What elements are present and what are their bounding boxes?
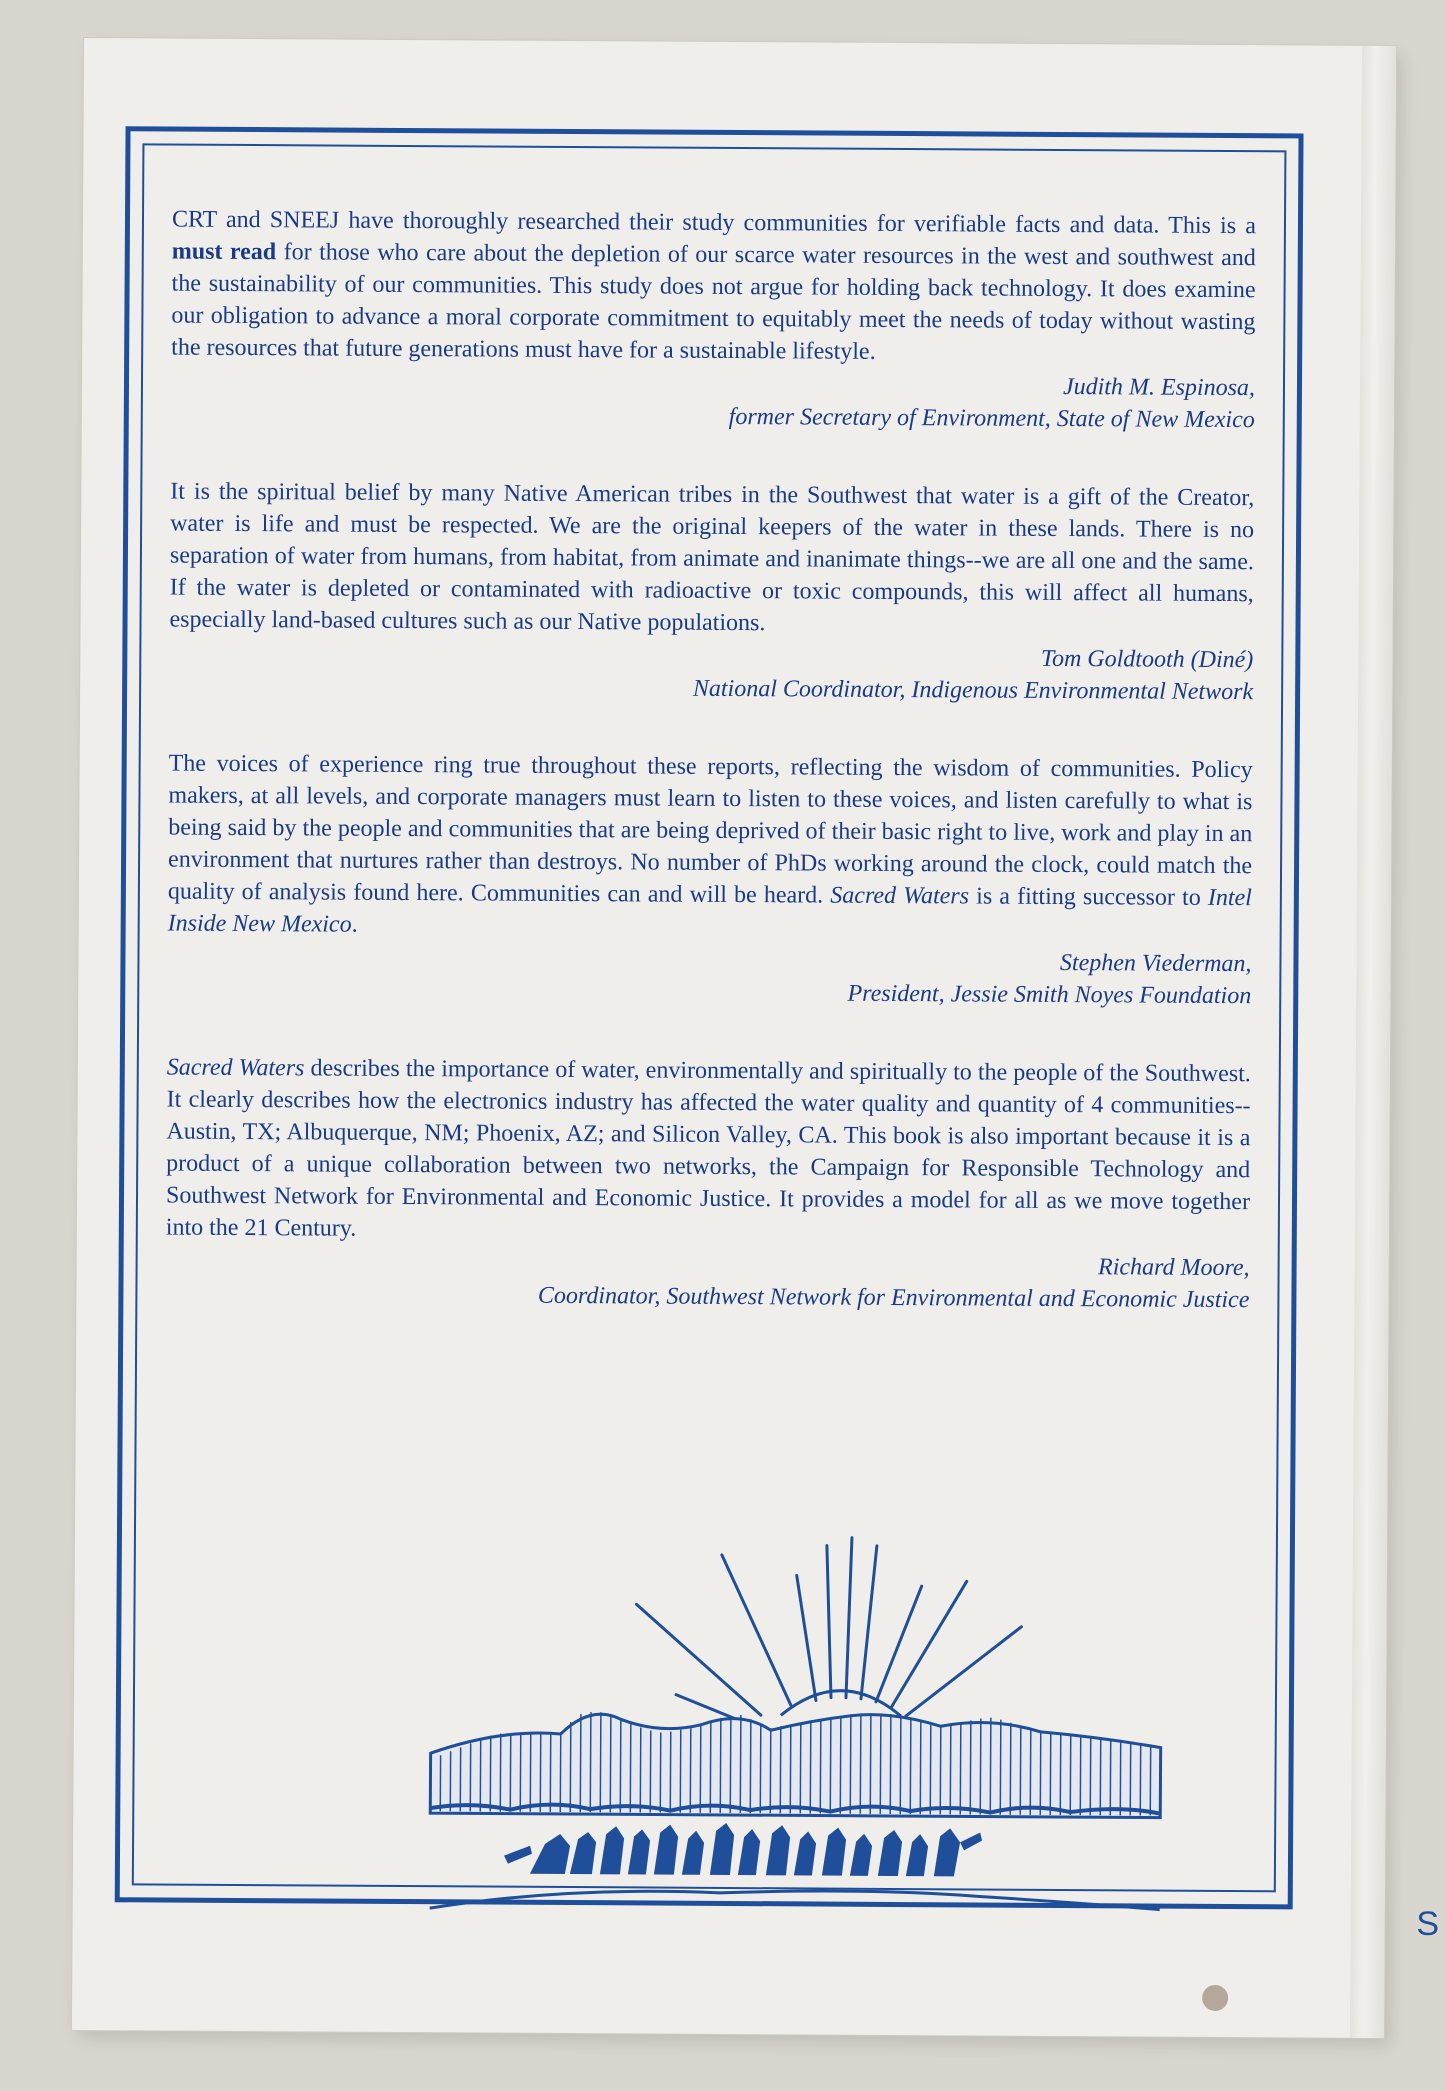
spine-letter: S	[1416, 1905, 1439, 1943]
attribution	[169, 638, 1253, 709]
endorsement-espinosa	[171, 204, 1256, 437]
quote-text	[166, 1052, 1251, 1251]
book-back-cover	[72, 38, 1396, 2038]
attribution-name: Judith M. Espinosa,	[1062, 373, 1256, 402]
quote-text-main: describes the importance of water, environmentally and spiritually to the people of the Southwest. It clearly describes how the electronics industry has affected the water quality and quantity of 4 communities--Austin, TX; Albuquerque, NM; Phoenix, AZ; and Silicon Valley, CA. This book is also important because it is a product of a unique collaboration between two networks, the Campaign for Responsible Technology and Southwest Network for Environmental and Economic Justice. It provides a model for all as we move together into the 21 Century.	[165, 1055, 1251, 1242]
sun-arc	[781, 1690, 901, 1716]
endorsement-moore	[165, 1052, 1251, 1317]
attribution-title: former Secretary of Environment, State of New Mexico	[728, 403, 1255, 434]
sun-rays	[636, 1536, 1022, 1726]
spine-edge	[1350, 46, 1396, 2038]
book-title: Sacred Waters	[166, 1054, 305, 1082]
book-title: Sacred Waters	[830, 882, 970, 910]
book-title: Intel Inside New Mexico	[167, 884, 1252, 938]
sunrise-mountains-illustration	[420, 1533, 1182, 1918]
quote-text-end: .	[351, 911, 358, 938]
attribution	[165, 1246, 1249, 1317]
paper-stain	[1202, 1985, 1228, 2011]
quote-text-tail: for those who care about the depletion of our scarce water resources in the west and southwest and the sustainability of our communities. This study does not argue for holding back technology. It does examine our obligation to advance a moral corporate commitment to equitably meet the needs of today without wasting the resources that future generations must have for a sustainable lifestyle.	[171, 239, 1256, 365]
attribution	[171, 366, 1255, 437]
double-border-frame	[115, 126, 1304, 1909]
endorsements	[165, 204, 1256, 1363]
quote-text-mid: is a fitting successor to	[968, 883, 1208, 911]
endorsement-viederman	[167, 748, 1253, 1013]
quote-emphasis: must read	[171, 238, 277, 266]
attribution-name: Stephen Viederman,	[1059, 949, 1252, 978]
attribution-name: Tom Goldtooth (Diné)	[1040, 645, 1254, 674]
attribution	[167, 942, 1251, 1013]
attribution-name: Richard Moore,	[1097, 1254, 1250, 1282]
attribution-title: Coordinator, Southwest Network for Environmental and Economic Justice	[537, 1282, 1250, 1314]
ground-line	[430, 1889, 1160, 1913]
quote-text-main: The voices of experience ring true throughout these reports, reflecting the wisdom of communities. Policy makers, at all levels, and corporate managers must learn to listen to these voices, and listen carefully to what is being said by the people and communities that are being deprived of their basic right to live, work and play in an environment that nurtures rather than destroys. No number of PhDs working around the clock, could match the quality of analysis found here. Communities can and will be heard.	[167, 750, 1253, 909]
people-figures	[504, 1822, 982, 1877]
endorsement-goldtooth	[169, 476, 1254, 709]
quote-text	[168, 748, 1253, 947]
quote-text: It is the spiritual belief by many Native American tribes in the Southwest that water is a gift of the Creator, water is life and must be respected. We are the original keepers of the water in these lands. There is no separation of water from humans, from habitat, from animate and inanimate things--we are all one and the same. If the water is depleted or contaminated with radioactive or toxic compounds, this will affect all humans, especially land-based cultures such as our Native populations.	[169, 478, 1255, 637]
quote-text-lead: CRT and SNEEJ have thoroughly researched their study communities for verifiable facts and data. This is a	[171, 206, 1257, 240]
quote-text	[171, 204, 1256, 371]
attribution-title: National Coordinator, Indigenous Environmental Network	[692, 675, 1254, 706]
attribution-title: President, Jessie Smith Noyes Foundation	[847, 980, 1252, 1010]
